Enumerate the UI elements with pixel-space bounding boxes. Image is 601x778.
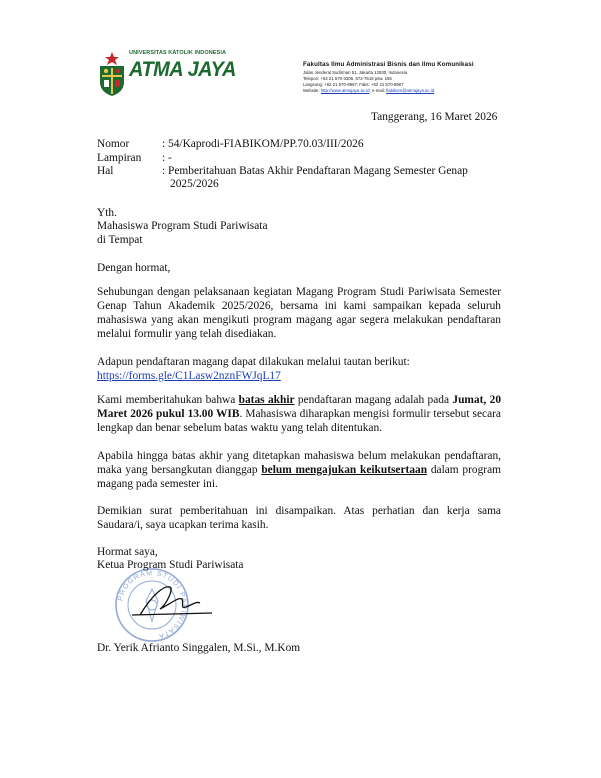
closing-regards: Hormat saya, bbox=[97, 546, 158, 558]
nomor-value: : 54/Kaprodi-FIABIKOM/PP.70.03/III/2026 bbox=[162, 138, 364, 150]
hal-value-1: : Pemberitahuan Batas Akhir Pendaftaran Magang Semester Genap bbox=[162, 165, 468, 177]
contact-line bbox=[303, 88, 513, 94]
greeting: Dengan hormat, bbox=[97, 262, 171, 274]
university-logo bbox=[97, 50, 236, 100]
email-link[interactable]: fiabikom@atmajaya.ac.id bbox=[386, 88, 435, 93]
atma-jaya-emblem-icon bbox=[97, 50, 127, 98]
registration-form-link[interactable]: https://forms.gle/C1Lasw2nznFWJqL17 bbox=[97, 370, 281, 382]
nomor-label: Nomor bbox=[97, 138, 130, 150]
paragraph-intro: Sehubungan dengan pelaksanaan kegiatan Magang Program Studi Pariwisata Semester Genap Tahun Akademik 2025/2026, bersama ini kami sampaikan kepada seluruh mahasiswa yang akan mengikuti program magang agar segera melakukan pendaftaran melalui formulir yang telah disediakan. bbox=[97, 286, 501, 340]
faculty-name: Fakultas Ilmu Administrasi Bisnis dan Ilmu Komunikasi bbox=[303, 61, 474, 68]
paragraph-deadline bbox=[97, 393, 501, 435]
deadline-emphasis: batas akhir bbox=[238, 394, 295, 406]
university-big-name: ATMA JAYA bbox=[129, 58, 236, 81]
signatory-name: Dr. Yerik Afrianto Singgalen, M.Si., M.Kom bbox=[97, 642, 301, 654]
consequence-text-1: Apabila hingga batas akhir yang ditetapkan mahasiswa belum melakukan pendaftaran, maka yang bersangkutan dianggap bbox=[97, 450, 501, 476]
paragraph-closing: Demikian surat pemberitahuan ini disampaikan. Atas perhatian dan kerja sama Saudara/i, saya ucapkan terima kasih. bbox=[97, 505, 501, 531]
recipient-yth: Yth. bbox=[97, 207, 117, 219]
stamp-text: PROGRAM STUDI PARIWISATA bbox=[117, 569, 188, 640]
paragraph-link-text: Adapun pendaftaran magang dapat dilakukan melalui tautan berikut: bbox=[97, 356, 410, 368]
stamp-and-signature bbox=[112, 565, 252, 645]
paragraph-consequence bbox=[97, 449, 501, 491]
program-stamp-icon bbox=[116, 569, 188, 641]
university-small-name: UNIVERSITAS KATOLIK INDONESIA bbox=[129, 50, 227, 56]
website-link[interactable]: http://www.atmajaya.ac.id bbox=[320, 88, 370, 93]
consequence-text-2: dalam program magang pada semester ini. bbox=[97, 464, 502, 490]
recipient-name: Mahasiswa Program Studi Pariwisata bbox=[97, 220, 268, 232]
deadline-text-1: Kami memberitahukan bahwa bbox=[97, 394, 239, 406]
recipient-place: di Tempat bbox=[97, 234, 143, 246]
lampiran-value: : - bbox=[162, 152, 172, 164]
phone-line: Telepon: +62 21 570-3306, 572-7615 psw. 155 bbox=[303, 76, 392, 81]
closing-title: Ketua Program Studi Pariwisata bbox=[97, 559, 244, 571]
paragraph-link bbox=[97, 355, 501, 383]
hal-label: Hal bbox=[97, 165, 114, 177]
deadline-date: Jumat, 20 Maret 2026 pukul 13.00 WIB bbox=[97, 394, 502, 420]
lampiran-label: Lampiran bbox=[97, 152, 142, 164]
deadline-text-3: . Mahasiswa diharapkan mengisi formulir tersebut secara lengkap dan benar sebelum batas waktu yang telah ditentukan. bbox=[97, 408, 501, 434]
website-label: Website: bbox=[303, 88, 321, 93]
hal-value-2: 2025/2026 bbox=[170, 178, 219, 190]
email-label: ; e-mail: bbox=[369, 88, 387, 93]
address-line: Jalan Jenderal Sudirman 51, Jakarta 12930, Indonesia bbox=[303, 70, 408, 75]
letter-date: Tanggerang, 16 Maret 2026 bbox=[371, 111, 498, 123]
direct-line: Langsung: +62 21 570-8967; Faks: +62 21 570-8967 bbox=[303, 82, 404, 87]
deadline-text-2: pendaftaran magang adalah pada bbox=[294, 394, 453, 406]
consequence-emphasis: belum mengajukan keikutsertaan bbox=[261, 464, 428, 476]
